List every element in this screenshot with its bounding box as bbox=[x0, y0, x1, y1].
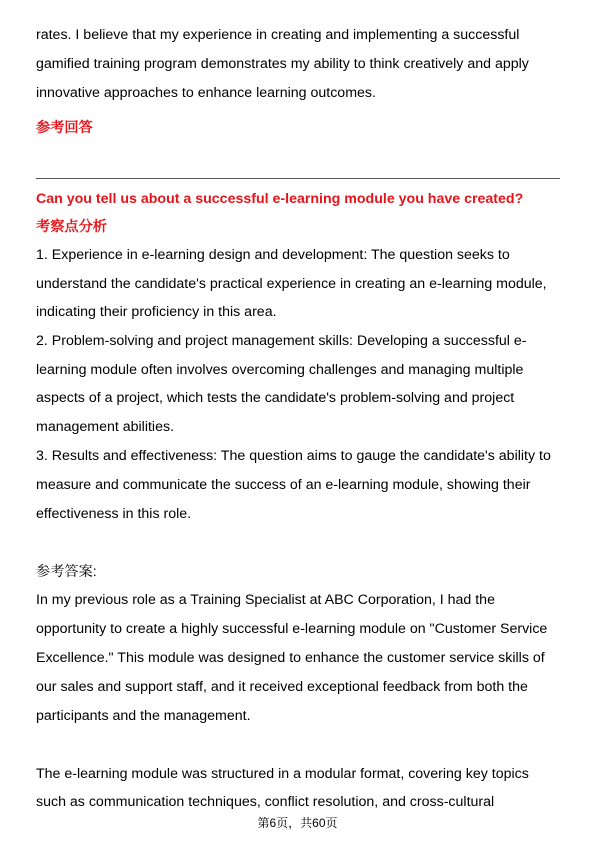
analysis-line-4: 2. Problem-solving and project management skills: Developing a successful e- bbox=[36, 333, 527, 349]
reference-answer-heading: 参考回答 bbox=[36, 120, 93, 136]
analysis-line-5: learning module often involves overcoming challenges and managing multiple bbox=[36, 362, 524, 378]
analysis-heading: 考察点分析 bbox=[36, 219, 107, 235]
intro-line-1: rates. I believe that my experience in creating and implementing a successful bbox=[36, 27, 520, 43]
answer-p1-line-4: our sales and support staff, and it received exceptional feedback from both the bbox=[36, 679, 528, 695]
analysis-line-9: measure and communicate the success of an e-learning module, showing their bbox=[36, 477, 531, 493]
analysis-line-10: effectiveness in this role. bbox=[36, 506, 192, 522]
question-heading: Can you tell us about a successful e-learning module you have created? bbox=[36, 191, 524, 207]
answer-p2-line-2: such as communication techniques, conflict resolution, and cross-cultural bbox=[36, 794, 495, 810]
analysis-line-3: indicating their proficiency in this area. bbox=[36, 304, 277, 320]
analysis-line-1: 1. Experience in e-learning design and development: The question seeks to bbox=[36, 247, 510, 263]
intro-line-3: innovative approaches to enhance learning outcomes. bbox=[36, 85, 376, 101]
analysis-line-6: aspects of a project, which tests the candidate's problem-solving and project bbox=[36, 390, 515, 406]
section-divider bbox=[36, 178, 560, 179]
page-number-footer: 第6页，共60页 bbox=[257, 816, 338, 830]
analysis-line-2: understand the candidate's practical experience in creating an e-learning module, bbox=[36, 276, 547, 292]
analysis-line-8: 3. Results and effectiveness: The question aims to gauge the candidate's ability to bbox=[36, 448, 551, 464]
intro-line-2: gamified training program demonstrates my ability to think creatively and apply bbox=[36, 56, 529, 72]
answer-p1-line-3: Excellence." This module was designed to enhance the customer service skills of bbox=[36, 650, 545, 666]
answer-p2-line-1: The e-learning module was structured in a modular format, covering key topics bbox=[36, 766, 529, 782]
answer-p1-line-1: In my previous role as a Training Specialist at ABC Corporation, I had the bbox=[36, 592, 495, 608]
answer-p1-line-5: participants and the management. bbox=[36, 708, 251, 724]
answer-label: 参考答案: bbox=[36, 564, 97, 580]
answer-p1-line-2: opportunity to create a highly successful e-learning module on "Customer Service bbox=[36, 621, 548, 637]
analysis-line-7: management abilities. bbox=[36, 419, 175, 435]
